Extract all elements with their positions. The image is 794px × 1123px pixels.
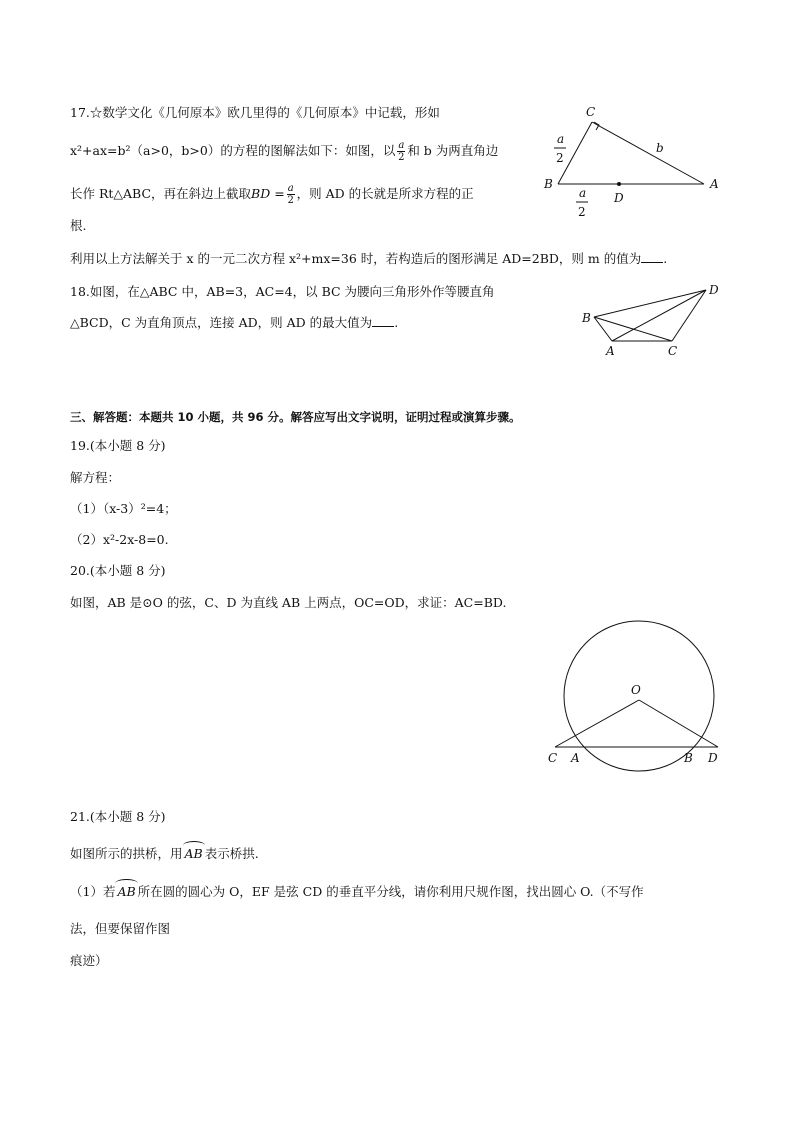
segment-oc (555, 700, 639, 747)
q17-line5 (70, 250, 667, 267)
label-d: D (709, 283, 719, 297)
q17-line3 (70, 183, 474, 206)
label-b: B (684, 751, 693, 765)
q21-title: 21.(本小题 8 分) (70, 809, 166, 824)
label-c: C (668, 344, 678, 358)
q18-triangle-figure (578, 282, 728, 362)
answer-blank (641, 250, 663, 263)
q20-circle-figure (545, 618, 745, 778)
q19-part1: （1）（x-3）²=4； (70, 501, 177, 516)
q21-part1-pre: （1）若 (70, 884, 116, 899)
q18-line2 (70, 314, 398, 331)
q21-part1-post: 所在圆的圆心为 O，EF 是弦 CD 的垂直平分线，请你利用尺规作图，找出圆心 O.（不写作 (137, 884, 644, 899)
label-c: C (586, 105, 596, 119)
q17-line2-pre: x²+ax=b²（a>0，b>0）的方程的图解法如下：如图，以 (70, 143, 396, 158)
label-2-top: 2 (556, 151, 564, 165)
q21-body-pre: 如图所示的拱桥，用 (70, 846, 183, 861)
label-2-bottom: 2 (578, 205, 586, 219)
q21-part1 (70, 884, 644, 900)
q17-fraction-a-over-2-b (287, 183, 295, 206)
q17-right-triangle-figure (540, 102, 730, 222)
frac-numerator: a (398, 140, 405, 151)
segment-ad (612, 290, 706, 341)
q17-bd-equation: BD = (251, 186, 285, 201)
q20-body: 如图，AB 是⊙O 的弦，C、D 为直线 AB 上两点，OC=OD，求证：AC=BD. (70, 595, 507, 610)
q17-line2 (70, 140, 498, 163)
q17-line1: 17.☆数学文化《几何原本》欧几里得的《几何原本》中记载，形如 (70, 105, 440, 120)
q21-part1-line2: 法，但要保留作图 (70, 921, 171, 936)
q17-fraction-a-over-2 (397, 140, 405, 163)
q18-line2-text: △BCD，C 为直角顶点，连接 AD，则 AD 的最大值为 (70, 315, 373, 330)
q19-part2: （2）x²-2x-8=0. (70, 532, 169, 547)
q17-line2-post: 和 b 为两直角边 (407, 143, 499, 158)
side-ca (592, 122, 704, 184)
frac-denominator: 2 (398, 152, 405, 163)
q18-line2-end: . (394, 315, 399, 330)
q20-title: 20.(本小题 8 分) (70, 563, 166, 578)
q19-title: 19.(本小题 8 分) (70, 438, 166, 453)
label-d: D (708, 751, 718, 765)
arc-ab-symbol: AB (184, 846, 203, 861)
label-b: B (582, 311, 591, 325)
label-a: A (606, 344, 615, 358)
segment-bc (594, 317, 672, 341)
label-d: D (614, 191, 624, 205)
segment-ba (594, 317, 612, 341)
q18-line1: 18.如图，在△ABC 中，AB=3，AC=4，以 BC 为腰向三角形外作等腰直角 (70, 284, 495, 299)
label-a: A (710, 177, 719, 191)
point-d (617, 182, 621, 186)
segment-od (639, 700, 718, 747)
label-b-side: b (656, 141, 664, 155)
q21-part1-line3: 痕迹） (70, 953, 108, 968)
label-c: C (548, 751, 558, 765)
q19-intro: 解方程： (70, 470, 121, 485)
label-b: B (544, 177, 553, 191)
q17-line3-pre: 长作 Rt△ABC，再在斜边上截取 (70, 186, 252, 201)
q21-body (70, 846, 259, 862)
arc-ab-symbol-2: AB (117, 884, 136, 899)
q17-line4: 根. (70, 218, 87, 233)
q17-line5-end: . (663, 251, 668, 266)
label-a: A (571, 751, 580, 765)
section3-heading: 三、解答题：本题共 10 小题，共 96 分。解答应写出文字说明，证明过程或演算步骤。 (70, 410, 521, 424)
label-o: O (631, 683, 641, 697)
label-a-bottom: a (579, 186, 587, 200)
frac-numerator: a (287, 183, 294, 194)
q17-line5-text: 利用以上方法解关于 x 的一元二次方程 x²+mx=36 时，若构造后的图形满足 AD=2BD，则 m 的值为 (70, 251, 642, 266)
answer-blank (372, 314, 394, 327)
q17-line3-post: ，则 AD 的长就是所求方程的正 (296, 186, 474, 201)
segment-cd (672, 290, 706, 341)
label-a-top: a (557, 132, 565, 146)
q21-body-post: 表示桥拱. (204, 846, 259, 861)
segment-bd (594, 290, 706, 317)
frac-denominator: 2 (287, 195, 294, 206)
